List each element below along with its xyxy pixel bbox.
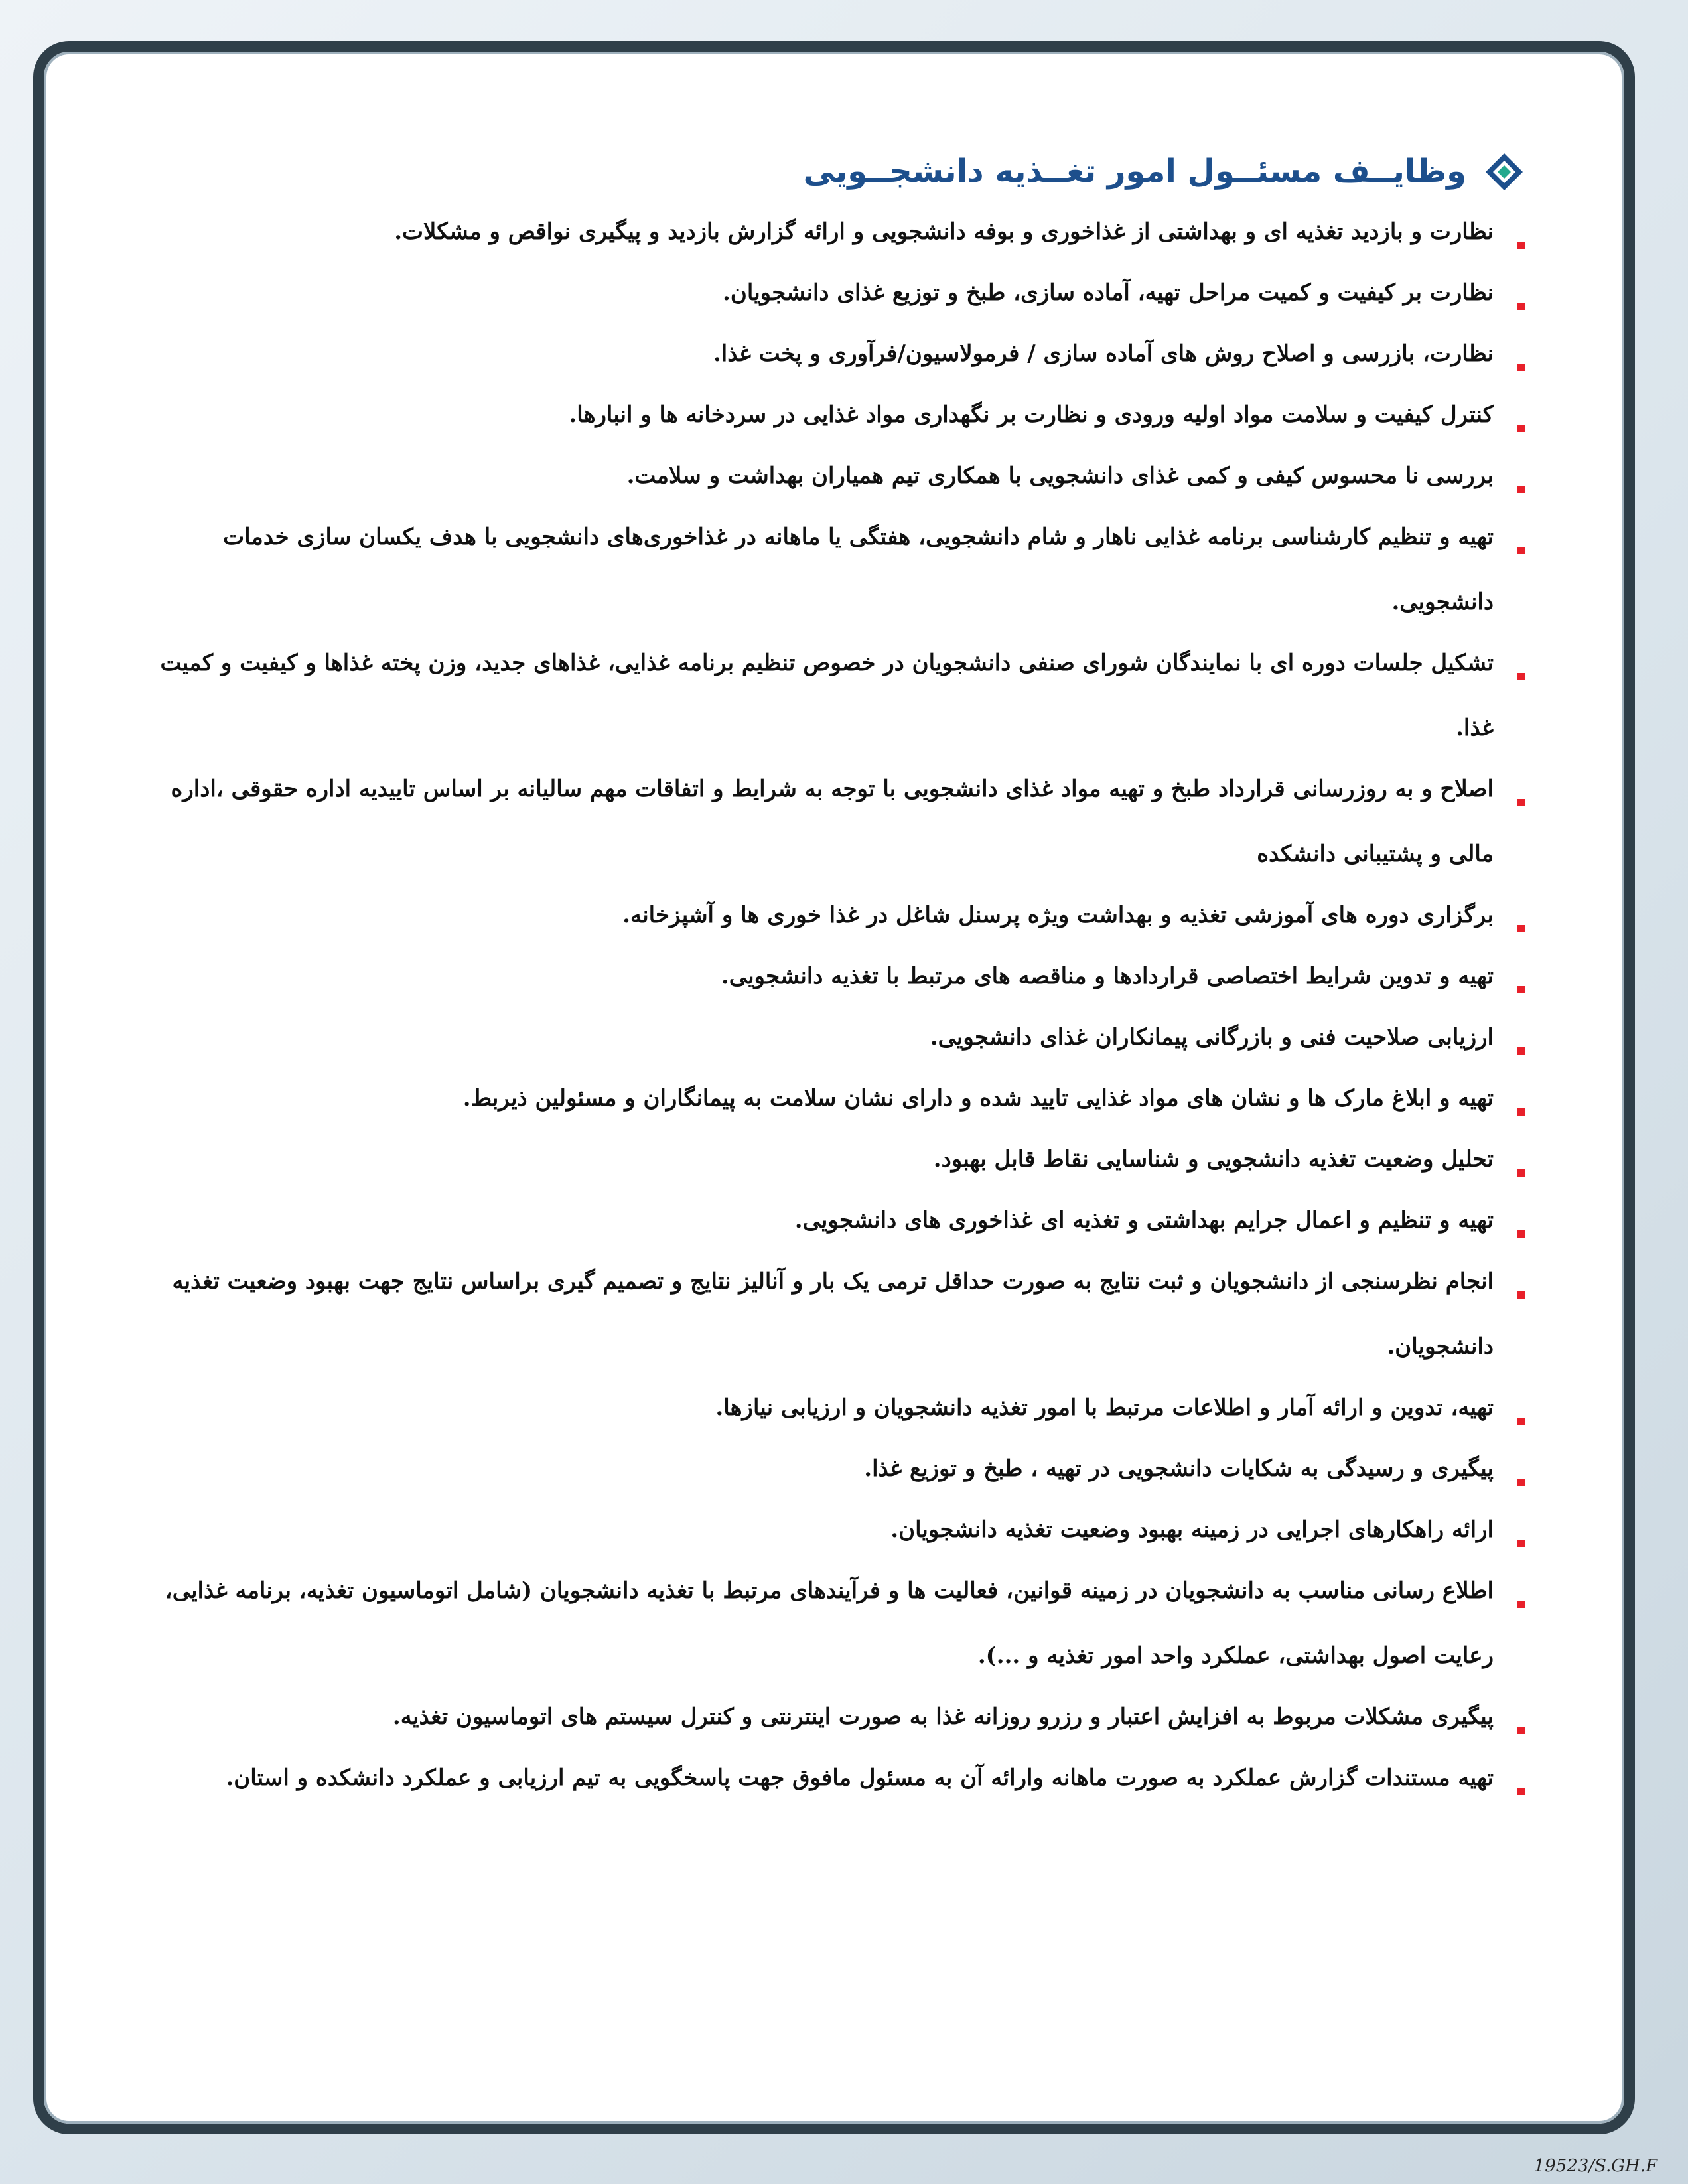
- duty-text: برگزاری دوره های آموزشی تغذیه و بهداشت ویژه پرسنل شاغل در غذا خوری ها و آشپزخانه.: [622, 902, 1494, 928]
- list-item: [130, 1206, 1525, 1253]
- list-item: [130, 279, 1525, 325]
- duty-text: تهیه و تنظیم کارشناسی برنامه غذایی ناهار و شام دانشجویی، هفتگی یا ماهانه در غذاخوری‌های دانشجویی با هدف یکسان سازی خدمات دانشجویی.: [223, 524, 1494, 615]
- duty-text: پیگیری و رسیدگی به شکایات دانشجویی در تهیه ، طبخ و توزیع غذا.: [864, 1455, 1494, 1482]
- duty-text: انجام نظرسنجی از دانشجویان و ثبت نتایج به صورت حداقل ترمی یک بار و آنالیز نتایج و تصمیم گیری براساس نتایج جهت بهبود وضعیت تغذیه دانشجویان.: [172, 1268, 1494, 1360]
- duty-text: تهیه و ابلاغ مارک ها و نشان های مواد غذایی تایید شده و دارای نشان سلامت به پیمانگاران و مسئولین ذیربط.: [462, 1085, 1494, 1112]
- bullet-icon: [1517, 1788, 1525, 1795]
- bullet-icon: [1517, 425, 1525, 432]
- duty-text: تهیه و تنظیم و اعمال جرایم بهداشتی و تغذیه ای غذاخوری های دانشجویی.: [794, 1207, 1494, 1234]
- duty-text: نظارت و بازدید تغذیه ای و بهداشتی از غذاخوری و بوفه دانشجویی و ارائه گزارش بازدید و پیگیری نواقص و مشکلات.: [394, 218, 1494, 245]
- bullet-icon: [1517, 1540, 1525, 1547]
- bullet-icon: [1517, 1169, 1525, 1177]
- duty-text: نظارت بر کیفیت و کمیت مراحل تهیه، آماده سازی، طبخ و توزیع غذای دانشجویان.: [723, 279, 1494, 306]
- list-item: [130, 1764, 1525, 1810]
- duty-text: پیگیری مشکلات مربوط به افزایش اعتبار و رزرو روزانه غذا به صورت اینترنتی و کنترل سیستم های اتوماسیون تغذیه.: [392, 1704, 1494, 1730]
- duty-text: ارائه راهکارهای اجرایی در زمینه بهبود وضعیت تغذیه دانشجویان.: [890, 1516, 1494, 1543]
- duty-text: تهیه مستندات گزارش عملکرد به صورت ماهانه وارائه آن به مسئول مافوق جهت پاسخگویی به تیم ارزیابی و عملکرد دانشکده و استان.: [226, 1765, 1494, 1791]
- duty-text: اطلاع رسانی مناسب به دانشجویان در زمینه قوانین، فعالیت ها و فرآیندهای مرتبط با تغذیه دانشجویان (شامل اتوماسیون تغذیه، برنامه غذایی، رعایت اصول بهداشتی، عملکرد واحد امور تغذیه و ...).: [165, 1577, 1494, 1669]
- list-item: [130, 1268, 1525, 1379]
- list-item: [130, 462, 1525, 508]
- duty-text: تحلیل وضعیت تغذیه دانشجویی و شناسایی نقاط قابل بهبود.: [933, 1146, 1494, 1173]
- list-item: [130, 340, 1525, 386]
- bullet-icon: [1517, 1601, 1525, 1608]
- list-item: [130, 1516, 1525, 1562]
- list-item: [130, 218, 1525, 264]
- duty-text: کنترل کیفیت و سلامت مواد اولیه ورودی و نظارت بر نگهداری مواد غذایی در سردخانه ها و انبارها.: [569, 401, 1494, 428]
- duty-text: تشکیل جلسات دوره ای با نمایندگان شورای صنفی دانشجویان در خصوص تنظیم برنامه غذایی، غذاهای جدید، وزن پخته غذاها و کیفیت و کمیت غذا.: [160, 650, 1494, 741]
- list-item: [130, 401, 1525, 447]
- bullet-icon: [1517, 303, 1525, 310]
- footer-code: 19523/S.GH.F: [1533, 2156, 1657, 2176]
- title-row: [130, 151, 1525, 192]
- page-title: وظایــف مسئــول امور تغــذیه دانشجــویی: [803, 153, 1466, 190]
- duty-text: تهیه، تدوین و ارائه آمار و اطلاعات مرتبط با امور تغذیه دانشجویان و ارزیابی نیازها.: [715, 1394, 1494, 1421]
- bullet-icon: [1517, 925, 1525, 932]
- list-item: [130, 1455, 1525, 1501]
- bullet-icon: [1517, 1418, 1525, 1425]
- list-item: [130, 901, 1525, 948]
- bullet-icon: [1517, 673, 1525, 680]
- list-item: [130, 1394, 1525, 1440]
- bullet-icon: [1517, 1727, 1525, 1734]
- duty-text: بررسی نا محسوس کیفی و کمی غذای دانشجویی با همکاری تیم همیاران بهداشت و سلامت.: [626, 463, 1494, 489]
- document-content: [130, 151, 1525, 1825]
- list-item: [130, 1023, 1525, 1070]
- diamond-icon: [1484, 151, 1525, 192]
- bullet-icon: [1517, 547, 1525, 554]
- bullet-icon: [1517, 242, 1525, 249]
- list-item: [130, 649, 1525, 761]
- bullet-icon: [1517, 1230, 1525, 1238]
- list-item: [130, 962, 1525, 1009]
- list-item: [130, 775, 1525, 887]
- bullet-icon: [1517, 1108, 1525, 1116]
- list-item: [130, 523, 1525, 634]
- duties-list: [130, 218, 1525, 1810]
- list-item: [130, 1145, 1525, 1192]
- page-frame: [33, 41, 1635, 2134]
- bullet-icon: [1517, 486, 1525, 493]
- duty-text: تهیه و تدوین شرایط اختصاصی قراردادها و مناقصه های مرتبط با تغذیه دانشجویی.: [721, 963, 1494, 989]
- list-item: [130, 1084, 1525, 1131]
- bullet-icon: [1517, 364, 1525, 371]
- bullet-icon: [1517, 986, 1525, 993]
- bullet-icon: [1517, 1479, 1525, 1486]
- list-item: [130, 1703, 1525, 1749]
- list-item: [130, 1577, 1525, 1688]
- duty-text: ارزیابی صلاحیت فنی و بازرگانی پیمانکاران غذای دانشجویی.: [930, 1024, 1494, 1051]
- bullet-icon: [1517, 1047, 1525, 1055]
- duty-text: اصلاح و به روزرسانی قرارداد طبخ و تهیه مواد غذای دانشجویی با توجه به شرایط و اتفاقات مهم سالیانه بر اساس تاییدیه اداره حقوقی ،اداره مالی و پشتیبانی دانشکده: [171, 776, 1494, 867]
- duty-text: نظارت، بازرسی و اصلاح روش های آماده سازی / فرمولاسیون/فرآوری و پخت غذا.: [713, 340, 1494, 367]
- bullet-icon: [1517, 1291, 1525, 1299]
- bullet-icon: [1517, 799, 1525, 806]
